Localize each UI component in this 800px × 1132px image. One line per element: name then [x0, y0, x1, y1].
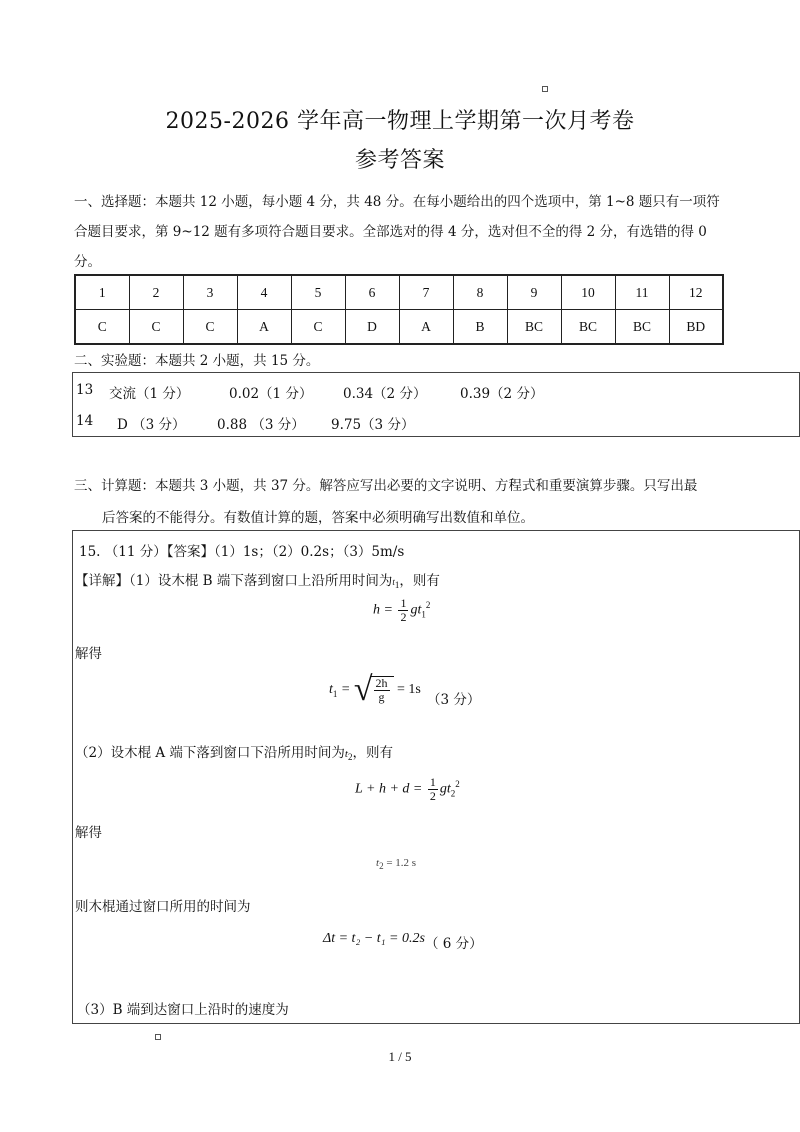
table-cell-answer: C — [129, 310, 183, 345]
table-cell-number: 4 — [237, 275, 291, 310]
q13-answer-a: 交流（1 分） — [109, 386, 190, 402]
section1-instructions-line2: 合题目要求，第 9~12 题有多项符合题目要求。全部选对的得 4 分，选对但不全的得 2 分，有选错的得 0 — [74, 224, 707, 240]
q15-answer-summary: 15. （11 分）【答案】（1）1s；（2）0.2s；（3）5m/s — [79, 544, 405, 560]
q14-answer-b: 0.88 （3 分） — [217, 417, 305, 433]
table-cell-answer: B — [453, 310, 507, 345]
section1-instructions-line1: 一、选择题：本题共 12 小题，每小题 4 分，共 48 分。在每小题给出的四个选项中，第 1~8 题只有一项符 — [74, 194, 720, 210]
section1-instructions-line3: 分。 — [74, 254, 101, 270]
equation-h-half-g-t1-squared: h = $\frac{1}{2}$ $gt_1^2$ — [373, 596, 431, 624]
solve-label-1: 解得 — [75, 646, 102, 662]
q15-detail-part2 — [75, 741, 393, 762]
table-cell-answer: C — [183, 310, 237, 345]
equation-l-h-d: L + h + d = $\frac{1}{2}$ $gt_2^2$ — [355, 775, 460, 803]
section3-instructions-line1: 三、计算题：本题共 3 小题，共 37 分。解答应写出必要的文字说明、方程式和重要演算步骤。只写出最 — [74, 478, 698, 494]
page-subtitle: 参考答案 — [354, 148, 445, 173]
table-cell-answer: BC — [507, 310, 561, 345]
table-cell-answer: BD — [669, 310, 723, 345]
q15-detail-part1 — [75, 569, 440, 590]
equation-t1-sqrt: $t_1$ = √ $\frac{2h}{g}$ = 1s — [329, 671, 421, 708]
t1-symbol: t1 — [392, 577, 400, 590]
q14-number: 14 — [76, 413, 94, 429]
table-cell-number: 9 — [507, 275, 561, 310]
table-cell-answer: A — [399, 310, 453, 345]
table-cell-number: 1 — [75, 275, 129, 310]
through-window-text: 则木棍通过窗口所用的时间为 — [75, 899, 251, 915]
table-cell-number: 11 — [615, 275, 669, 310]
page-number: 1 / 5 — [388, 1049, 412, 1064]
detail2-text: （2）设木棍 A 端下落到窗口下沿所用时间为 — [75, 745, 345, 761]
equation-t2-value: $t_2 = 1.2$ s — [376, 857, 417, 872]
table-row-answers — [75, 310, 723, 345]
table-cell-answer: BC — [615, 310, 669, 345]
table-cell-answer: D — [345, 310, 399, 345]
table-row-numbers — [75, 275, 723, 310]
score-3-points: （3 分） — [427, 692, 481, 708]
detail1-text: 【详解】（1）设木棍 B 端下落到窗口上沿所用时间为 — [75, 573, 393, 589]
q15-solution-box — [72, 530, 800, 1024]
table-cell-answer: A — [237, 310, 291, 345]
table-cell-number: 5 — [291, 275, 345, 310]
q14-answer-c: 9.75（3 分） — [331, 417, 415, 433]
q15-detail-part3: （3）B 端到达窗口上沿时的速度为 — [77, 1002, 289, 1018]
table-cell-number: 10 — [561, 275, 615, 310]
t2-value: = 1.2 s — [386, 857, 417, 869]
section3-instructions-line2: 后答案的不能得分。有数值计算的题，答案中必须明确写出数值和单位。 — [102, 510, 534, 526]
t2-symbol: $t_2$ — [344, 748, 353, 763]
section2-heading: 二、实验题：本题共 2 小题，共 15 分。 — [74, 353, 320, 369]
table-cell-answer: C — [75, 310, 129, 345]
table-cell-answer: C — [291, 310, 345, 345]
score-6-points: （ 6 分） — [425, 936, 483, 952]
answer-table — [74, 274, 724, 345]
q13-answer-c: 0.34（2 分） — [343, 386, 427, 402]
equation-delta-t: Δt = t₂ − t₁ = 0.2s — [323, 931, 425, 946]
delta-t-value: = t₂ − t₁ = 0.2s — [338, 931, 425, 946]
table-cell-number: 12 — [669, 275, 723, 310]
section2-answer-box — [72, 372, 800, 437]
detail2-tail: ，则有 — [352, 745, 393, 761]
q14-answer-a: D （3 分） — [117, 417, 186, 433]
q13-answer-b: 0.02（1 分） — [229, 386, 313, 402]
table-cell-number: 3 — [183, 275, 237, 310]
sqrt-symbol: √ $\frac{2h}{g}$ — [354, 673, 394, 707]
table-cell-number: 6 — [345, 275, 399, 310]
q13-answer-d: 0.39（2 分） — [460, 386, 544, 402]
table-cell-number: 7 — [399, 275, 453, 310]
decorative-mark-bottom — [155, 1034, 161, 1040]
decorative-mark-top — [542, 86, 548, 92]
q13-number: 13 — [76, 382, 94, 398]
table-cell-number: 2 — [129, 275, 183, 310]
page-title: 2025-2026 学年高一物理上学期第一次月考卷 — [165, 109, 635, 134]
solve-label-2: 解得 — [75, 825, 102, 841]
table-cell-number: 8 — [453, 275, 507, 310]
detail1-tail: ，则有 — [399, 573, 440, 589]
table-cell-answer: BC — [561, 310, 615, 345]
